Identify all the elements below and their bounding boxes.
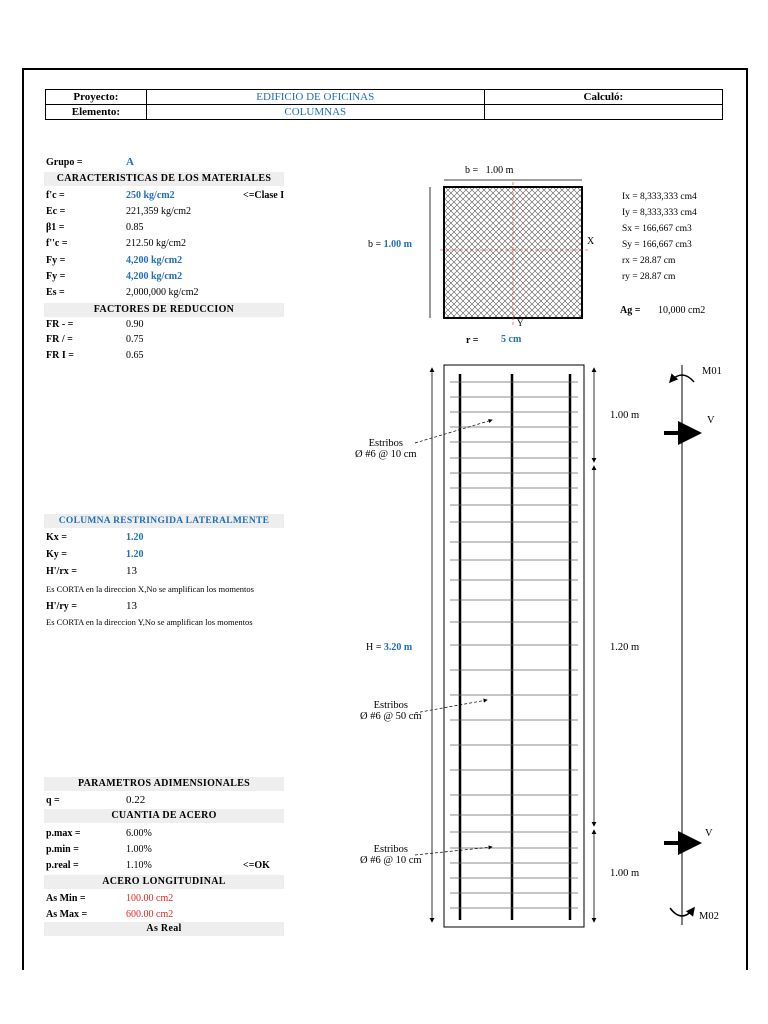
- column-outline: [444, 365, 584, 927]
- kx-label: Kx =: [46, 532, 67, 543]
- b-top-label: b = 1.00 m: [465, 165, 514, 176]
- preal-label: p.real =: [46, 860, 79, 871]
- grupo-value: A: [126, 156, 134, 168]
- prop-rx: rx = 28.87 cm: [622, 256, 676, 266]
- elemento-label: Elemento:: [46, 105, 147, 120]
- ag-value: 10,000 cm2: [658, 305, 706, 316]
- header-table: [45, 89, 723, 120]
- proyecto-label: Proyecto:: [46, 90, 147, 105]
- preal-value: 1.10%: [126, 860, 152, 871]
- mat-fy2-label: Fy =: [46, 271, 66, 282]
- asreal-title: As Real: [44, 922, 284, 936]
- mat-ec-value: 221,359 kg/cm2: [126, 206, 191, 217]
- fr-shear-value: 0.75: [126, 334, 144, 345]
- estribos2-label: Estribos Ø #6 @ 50 cm: [360, 700, 422, 722]
- q-value: 0.22: [126, 794, 146, 806]
- materiales-title: CARACTERISTICAS DE LOS MATERIALES: [44, 172, 284, 186]
- ky-label: Ky =: [46, 549, 67, 560]
- mat-es-label: Es =: [46, 287, 65, 298]
- prop-ix: Ix = 8,333,333 cm4: [622, 192, 697, 202]
- mat-fcc-label: f''c =: [46, 238, 68, 249]
- mat-b1-label: β1 =: [46, 222, 65, 233]
- estribos2-leader: [415, 700, 487, 713]
- fr-shear-label: FR / =: [46, 334, 73, 345]
- fr-comp-value: 0.65: [126, 350, 144, 361]
- v-bot-label: V: [705, 828, 713, 839]
- cuantia-title: CUANTIA DE ACERO: [44, 809, 284, 823]
- mat-fy2-value: 4,200 kg/cm2: [126, 271, 183, 282]
- h-label: H = 3.20 m: [366, 642, 413, 653]
- longitudinal-title: ACERO LONGITUDINAL: [44, 875, 284, 889]
- hry-value: 13: [126, 600, 137, 612]
- ag-label: Ag =: [620, 305, 641, 316]
- mat-es-value: 2,000,000 kg/cm2: [126, 287, 199, 298]
- prop-sy: Sy = 166,667 cm3: [622, 240, 692, 250]
- pmax-label: p.max =: [46, 828, 81, 839]
- asmin-label: As Min =: [46, 893, 86, 904]
- mat-fcc-value: 212.50 kg/cm2: [126, 238, 186, 249]
- pmin-label: p.min =: [46, 844, 79, 855]
- mat-fc-note: <=Clase I: [243, 190, 285, 201]
- m02-label: M02: [699, 911, 719, 922]
- mat-b1-value: 0.85: [126, 222, 144, 233]
- estribos1-leader: [415, 420, 492, 443]
- mat-fy1-label: Fy =: [46, 255, 66, 266]
- prop-sx: Sx = 166,667 cm3: [622, 224, 692, 234]
- asmax-value: 600.00 cm2: [126, 909, 174, 920]
- asmax-label: As Max =: [46, 909, 88, 920]
- q-label: q =: [46, 795, 60, 806]
- hrx-value: 13: [126, 565, 137, 577]
- y-axis-label: Y: [517, 318, 524, 328]
- mat-ec-label: Ec =: [46, 206, 66, 217]
- prop-ry: ry = 28.87 cm: [622, 272, 676, 282]
- calculo-value: [484, 105, 722, 120]
- pmax-value: 6.00%: [126, 828, 152, 839]
- prop-iy: Iy = 8,333,333 cm4: [622, 208, 697, 218]
- fr-comp-label: FR I =: [46, 350, 74, 361]
- dim-mid-label: 1.20 m: [610, 642, 640, 653]
- grupo-label: Grupo =: [46, 157, 83, 168]
- calculo-label: Calculó:: [484, 90, 722, 105]
- asmin-value: 100.00 cm2: [126, 893, 174, 904]
- kx-value: 1.20: [126, 532, 144, 543]
- hrx-label: H'/rx =: [46, 566, 77, 577]
- b-side-label: b = 1.00 m: [368, 239, 412, 250]
- hry-label: H'/ry =: [46, 601, 77, 612]
- ky-value: 1.20: [126, 549, 144, 560]
- elemento-value: COLUMNAS: [146, 105, 484, 120]
- mat-fc-label: f'c =: [46, 190, 65, 201]
- mat-fc-value: 250 kg/cm2: [126, 190, 175, 201]
- adimensionales-title: PARAMETROS ADIMENSIONALES: [44, 777, 284, 791]
- x-axis-label: X: [587, 236, 595, 247]
- proyecto-value: EDIFICIO DE OFICINAS: [146, 90, 484, 105]
- dim-top-label: 1.00 m: [610, 410, 640, 421]
- v-top-label: V: [707, 415, 715, 426]
- restringida-title: COLUMNA RESTRINGIDA LATERALMENTE: [44, 514, 284, 528]
- r-value: 5 cm: [501, 334, 522, 345]
- dim-bot-label: 1.00 m: [610, 868, 640, 879]
- stirrups: [450, 382, 578, 908]
- note-y: Es CORTA en la direccion Y,No se amplifican los momentos: [46, 617, 253, 627]
- mat-fy1-value: 4,200 kg/cm2: [126, 255, 183, 266]
- reduccion-title: FACTORES DE REDUCCION: [44, 303, 284, 317]
- estribos3-label: Estribos Ø #6 @ 10 cm: [360, 844, 422, 866]
- fr-flex-label: FR - =: [46, 319, 74, 330]
- r-label: r =: [466, 335, 479, 346]
- note-x: Es CORTA en la direccion X,No se amplifican los momentos: [46, 584, 254, 594]
- preal-note: <=OK: [243, 860, 270, 871]
- pmin-value: 1.00%: [126, 844, 152, 855]
- estribos1-label: Estribos Ø #6 @ 10 cm: [355, 438, 417, 460]
- fr-flex-value: 0.90: [126, 319, 144, 330]
- m01-label: M01: [702, 366, 722, 377]
